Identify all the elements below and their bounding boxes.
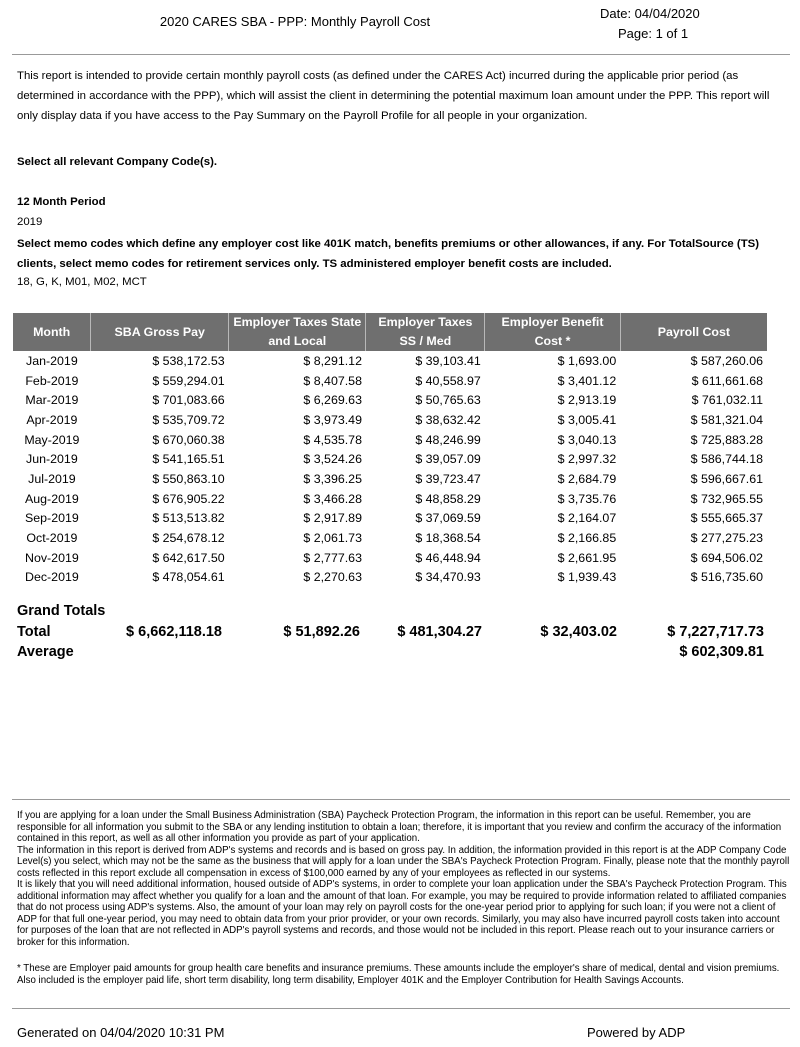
gross-pay-cell: $ 559,294.01 [152, 373, 225, 388]
total-gross-pay: $ 6,662,118.18 [126, 624, 222, 640]
state-local-tax-cell: $ 3,524.26 [303, 452, 362, 467]
gross-pay-cell: $ 478,054.61 [152, 570, 225, 585]
gross-pay-cell: $ 541,165.51 [152, 452, 225, 467]
benefit-cost-footnote: * These are Employer paid amounts for group health care benefits and insurance premiums. These amounts include the employer's share of medical, dental and vision premiums. Also included is the employer paid life, short term disability, long term disability, Employer 401K and the Employer Contribution for Health Savings Accounts. [17, 963, 780, 986]
month-cell: Jun-2019 [26, 452, 78, 467]
payroll-cost-cell: $ 694,506.02 [690, 550, 763, 565]
payroll-cost-cell: $ 581,321.04 [690, 412, 763, 427]
footer-divider [12, 1008, 790, 1009]
state-local-tax-cell: $ 2,777.63 [303, 550, 362, 565]
benefit-cost-cell: $ 2,166.85 [557, 531, 617, 546]
ss-med-tax-cell: $ 39,103.41 [415, 353, 481, 368]
benefit-cost-cell: $ 3,040.13 [557, 432, 617, 447]
benefit-cost-cell: $ 3,005.41 [557, 412, 617, 427]
payroll-cost-cell: $ 555,665.37 [690, 511, 763, 526]
powered-by: Powered by ADP [587, 1025, 686, 1040]
benefit-cost-cell: $ 2,913.19 [557, 393, 617, 408]
memo-codes-label: Select memo codes which define any employer cost like 401K match, benefits premiums or other allowances, if any. For TotalSource (TS) clients, select memo codes for retirement services only. TS administered employer benefit costs are included. [17, 238, 760, 270]
month-cell: May-2019 [24, 432, 80, 447]
month-cell: Jan-2019 [26, 353, 78, 368]
payroll-cost-cell: $ 516,735.60 [690, 570, 763, 585]
month-cell: Mar-2019 [25, 393, 79, 408]
benefit-cost-cell: $ 2,684.79 [557, 471, 617, 486]
gross-pay-cell: $ 535,709.72 [152, 412, 225, 427]
benefit-cost-cell: $ 3,401.12 [557, 373, 617, 388]
table-row [13, 390, 767, 410]
payroll-cost-cell: $ 586,744.18 [690, 452, 763, 467]
table-row [13, 430, 767, 450]
benefit-cost-cell: $ 3,735.76 [557, 491, 617, 506]
total-ss-med-taxes: $ 481,304.27 [397, 624, 482, 640]
state-local-tax-cell: $ 6,269.63 [303, 393, 362, 408]
ss-med-tax-cell: $ 46,448.94 [415, 550, 481, 565]
ss-med-tax-cell: $ 40,558.97 [415, 373, 481, 388]
state-local-tax-cell: $ 8,407.58 [303, 373, 362, 388]
table-row [13, 469, 767, 489]
month-cell: Oct-2019 [26, 531, 78, 546]
header-ss-med-taxes: Employer Taxes SS / Med [366, 313, 485, 351]
payroll-cost-cell: $ 277,275.23 [690, 531, 763, 546]
table-row [13, 449, 767, 469]
disclaimer-text: If you are applying for a loan under the Small Business Administration (SBA) Paycheck Protection Program, the information in this report can be useful. Remember, you are responsible for all information you submit to the SBA or any lending institution to obtain a loan; therefore, it is important that you review and confirm the accuracy of the information contained in this report, as well as all other information you provide as part of your application. The information in this report is derived from ADP's systems and records and is based on gross pay. In addition, the information provided in this report is at the ADP Company Code Level(s) you select, which may not be the same as the business that will apply for a loan under the SBA's Paycheck Protection Program. Finally, please note that the monthly payroll costs reflected in this report exclude all compensation in excess of $100,000 earned by any of your employees as reflected in our systems. It is likely that you will need additional information, housed outside of ADP's systems, in order to complete your loan application under the SBA's Paycheck Protection Program. This additional information may affect whether you qualify for a loan and the amount of that loan. For example, you may be required to provide information related to affiliated companies that do not process using ADP's systems. Also, the amount of your loan may rely on payroll costs for the one-year period prior to applying for such loan; if you were not a client of ADP for that full one-year period, you may need to obtain data from your prior provider, or your own records. Similarly, you may also have incurred payroll costs taken into account for purposes of the loan that are not reflected in ADP's payroll systems and records, and those would not be included in this report. Please reach out to your insurance carriers or broker for this information. [17, 810, 790, 948]
table-row [13, 568, 767, 588]
ss-med-tax-cell: $ 38,632.42 [415, 412, 481, 427]
gross-pay-cell: $ 254,678.12 [152, 531, 225, 546]
month-cell: Sep-2019 [25, 511, 79, 526]
ss-med-tax-cell: $ 48,246.99 [415, 432, 481, 447]
generated-timestamp: Generated on 04/04/2020 10:31 PM [17, 1025, 225, 1040]
table-header-row [13, 313, 767, 351]
average-label: Average [17, 644, 74, 660]
state-local-tax-cell: $ 2,270.63 [303, 570, 362, 585]
period-label: 12 Month Period [17, 196, 106, 208]
total-label: Total [17, 624, 51, 640]
header-state-local-taxes: Employer Taxes State and Local [229, 313, 366, 351]
state-local-tax-cell: $ 3,466.28 [303, 491, 362, 506]
gross-pay-cell: $ 513,513.82 [152, 511, 225, 526]
intro-paragraph: This report is intended to provide certain monthly payroll costs (as defined under the CARES Act) incurred during the applicable prior period (as determined in accordance with the PPP), which will assist the client in determining the potential maximum loan amount under the PPP. This report will only display data if you have access to the Pay Summary on the Payroll Profile for all people in your organization. [17, 70, 770, 122]
table-row [13, 371, 767, 391]
header-benefit-cost: Employer Benefit Cost * [485, 313, 620, 351]
total-state-local-taxes: $ 51,892.26 [283, 624, 360, 640]
payroll-cost-cell: $ 587,260.06 [690, 353, 763, 368]
table-row [13, 351, 767, 371]
payroll-cost-cell: $ 596,667.61 [690, 471, 763, 486]
header-month: Month [13, 313, 91, 351]
month-cell: Dec-2019 [25, 570, 79, 585]
ss-med-tax-cell: $ 39,723.47 [415, 471, 481, 486]
disclaimer-divider [12, 799, 790, 800]
report-date: Date: 04/04/2020 [600, 6, 700, 21]
benefit-cost-cell: $ 1,939.43 [557, 570, 617, 585]
state-local-tax-cell: $ 8,291.12 [303, 353, 362, 368]
gross-pay-cell: $ 550,863.10 [152, 471, 225, 486]
memo-codes-value: 18, G, K, M01, M02, MCT [17, 276, 147, 288]
ss-med-tax-cell: $ 18,368.54 [415, 531, 481, 546]
gross-pay-cell: $ 538,172.53 [152, 353, 225, 368]
ss-med-tax-cell: $ 37,069.59 [415, 511, 481, 526]
state-local-tax-cell: $ 2,061.73 [303, 531, 362, 546]
month-cell: Jul-2019 [28, 471, 76, 486]
payroll-cost-cell: $ 761,032.11 [691, 393, 763, 408]
grand-totals-heading: Grand Totals [17, 603, 106, 619]
gross-pay-cell: $ 676,905.22 [152, 491, 225, 506]
benefit-cost-cell: $ 2,997.32 [557, 452, 617, 467]
page-number: Page: 1 of 1 [618, 26, 689, 41]
benefit-cost-cell: $ 2,661.95 [557, 550, 617, 565]
header-payroll-cost: Payroll Cost [620, 313, 767, 351]
total-benefit-cost: $ 32,403.02 [540, 624, 617, 640]
month-cell: Apr-2019 [26, 412, 78, 427]
benefit-cost-cell: $ 2,164.07 [557, 511, 617, 526]
state-local-tax-cell: $ 3,973.49 [303, 412, 362, 427]
table-row [13, 509, 767, 529]
state-local-tax-cell: $ 2,917.89 [303, 511, 362, 526]
period-value: 2019 [17, 216, 43, 228]
state-local-tax-cell: $ 4,535.78 [303, 432, 362, 447]
ss-med-tax-cell: $ 39,057.09 [415, 452, 481, 467]
gross-pay-cell: $ 642,617.50 [152, 550, 225, 565]
payroll-cost-cell: $ 732,965.55 [690, 491, 763, 506]
total-payroll-cost: $ 7,227,717.73 [667, 624, 764, 640]
ss-med-tax-cell: $ 34,470.93 [415, 570, 481, 585]
ss-med-tax-cell: $ 48,858.29 [415, 491, 481, 506]
state-local-tax-cell: $ 3,396.25 [303, 471, 362, 486]
table-row [13, 548, 767, 568]
month-cell: Nov-2019 [25, 550, 79, 565]
company-codes-label: Select all relevant Company Code(s). [17, 156, 218, 168]
month-cell: Feb-2019 [25, 373, 79, 388]
month-cell: Aug-2019 [25, 491, 79, 506]
ss-med-tax-cell: $ 50,765.63 [415, 393, 481, 408]
payroll-cost-cell: $ 611,661.68 [691, 373, 763, 388]
payroll-cost-cell: $ 725,883.28 [690, 432, 763, 447]
payroll-table [13, 313, 767, 587]
table-row [13, 410, 767, 430]
table-row [13, 528, 767, 548]
benefit-cost-cell: $ 1,693.00 [557, 353, 617, 368]
table-row [13, 489, 767, 509]
header-divider [12, 54, 790, 55]
report-title: 2020 CARES SBA - PPP: Monthly Payroll Cost [159, 14, 431, 29]
average-payroll-cost: $ 602,309.81 [679, 644, 764, 660]
gross-pay-cell: $ 701,083.66 [152, 393, 225, 408]
header-gross-pay: SBA Gross Pay [91, 313, 229, 351]
gross-pay-cell: $ 670,060.38 [152, 432, 225, 447]
